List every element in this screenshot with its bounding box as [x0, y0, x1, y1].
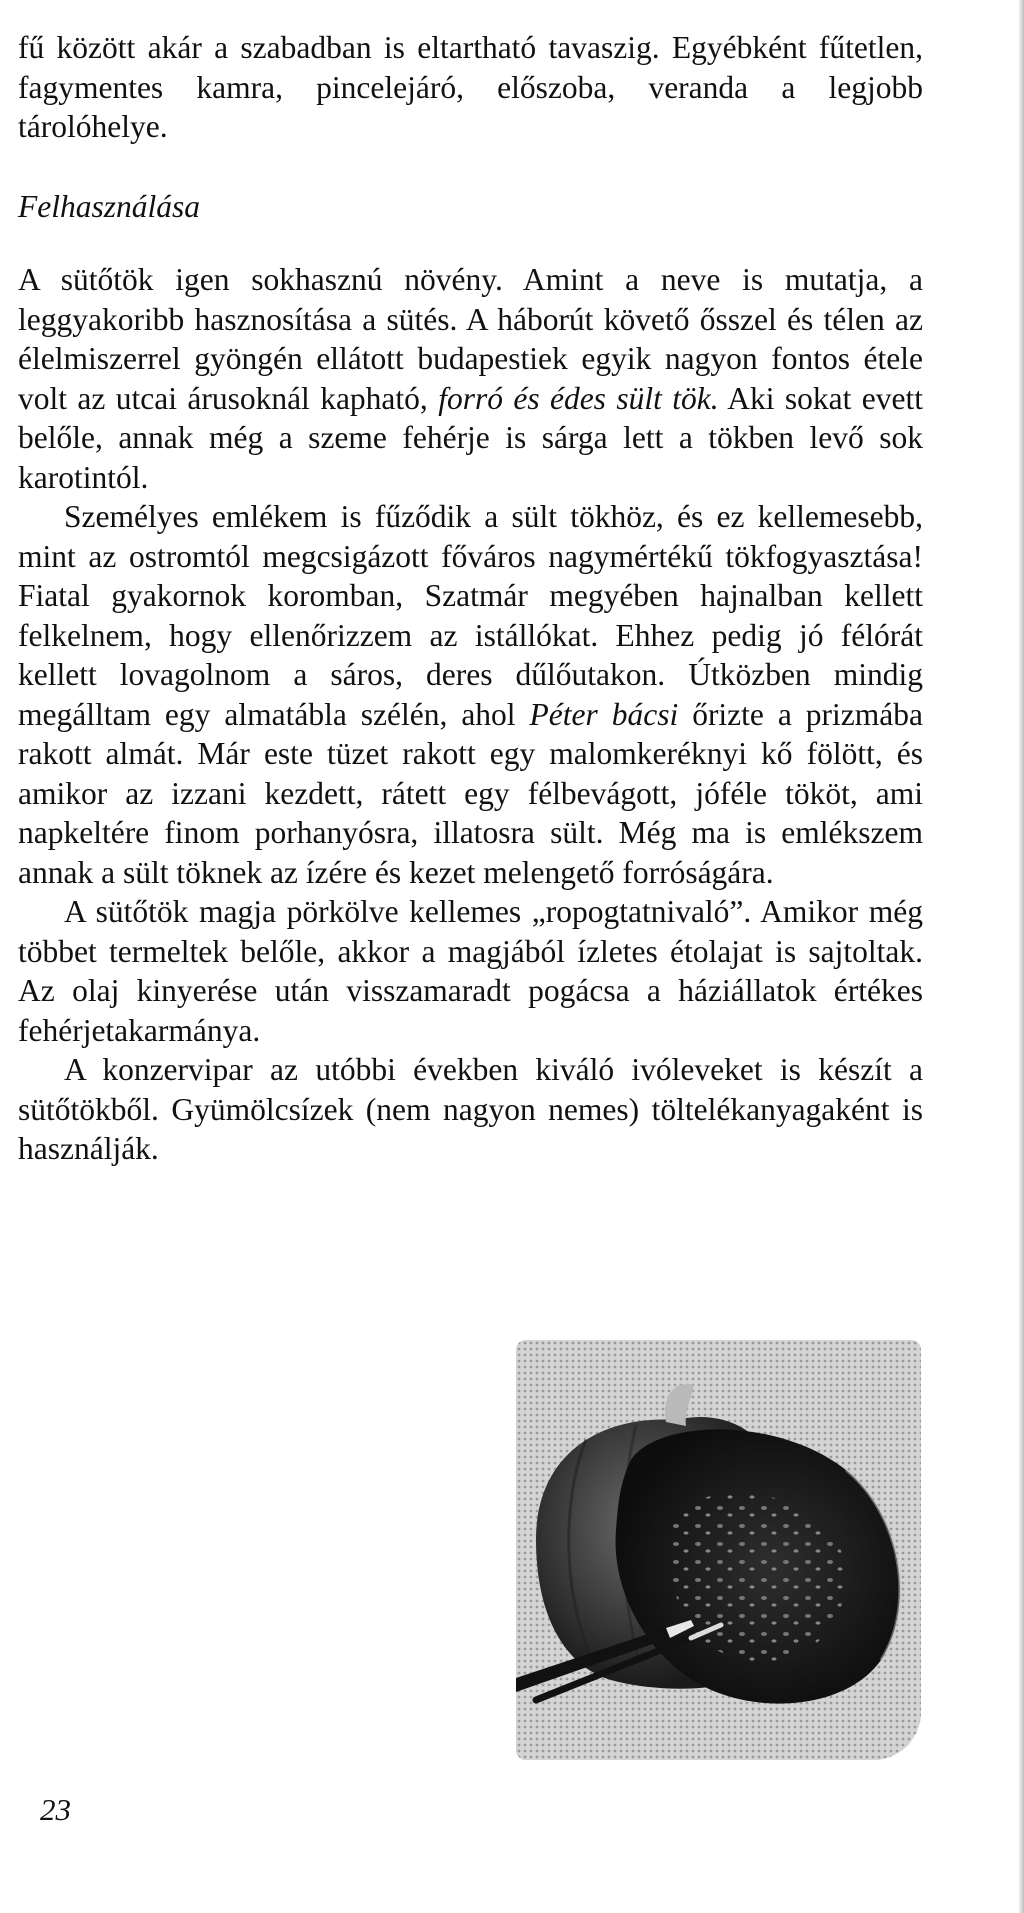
scan-edge: [1018, 0, 1024, 1913]
paragraph-2-text-b: őrizte a prizmába rakott almát. Már este tüzet rakott egy malomkeréknyi kő fölött, és amikor az izzani kezdett, rátett egy félbevágott, jóféle tököt, ami napkeltére finom porhanyósra, illatosra sült. Még ma is emlékszem annak a sült töknek az ízére és kezet melengető forróságára.: [18, 696, 923, 890]
paragraph-2-text-a: Személyes emlékem is fűződik a sült tökhöz, és ez kellemesebb, mint az ostromtól megcsigázott főváros nagymértékű tökfogyasztása! Fiatal gyakornok koromban, Szatmár megyében hajnalban kellett felkelnem, hogy ellenőrizzem az istállókat. Ehhez pedig jó félórát kellett lovagolnom a sáros, deres dűlőutakon. Útközben mindig megálltam egy almatábla szélén, ahol: [18, 499, 923, 732]
pumpkin-photo-illustration: [516, 1340, 921, 1760]
body-text: [18, 28, 923, 1169]
paragraph-2: [18, 497, 923, 892]
intro-paragraph: fű között akár a szabadban is eltartható tavaszig. Egyébként fűtetlen, fagymentes kamra, pincelejáró, előszoba, veranda a legjobb tárolóhelye.: [18, 30, 923, 144]
paragraph-4: A konzervipar az utóbbi években kiváló ivóleveket is készít a sütőtökből. Gyümölcsízek (nem nagyon nemes) töltelékanyagaként is használják.: [18, 1052, 923, 1166]
paragraph-1-italic: forró és édes sült tök.: [438, 380, 719, 416]
paragraph-2-italic: Péter bácsi: [529, 696, 679, 732]
paragraph-1: [18, 260, 923, 497]
page-number: 23: [40, 1792, 71, 1827]
pumpkin-photo: [516, 1340, 921, 1760]
paragraph-3: A sütőtök magja pörkölve kellemes „ropogtatnivaló”. Amikor még többet termeltek belőle, akkor a magjából ízletes étolajat is sajtoltak. Az olaj kinyerése után visszamaradt pogácsa a háziállatok értékes fehérjetakarmánya.: [18, 894, 923, 1048]
paragraph-1-text-a: A sütőtök igen sokhasznú növény. Amint a neve is mutatja, a leggyakoribb hasznosítása a sütés. A háborút követő ősszel és télen az élelmiszerrel gyöngén ellátott budapestiek egyik nagyon fontos étele volt az utcai árusoknál kapható,: [18, 262, 923, 416]
section-heading: Felhasználása: [18, 188, 201, 224]
paragraph-1-text-b: Aki sokat evett belőle, annak még a szeme fehérje is sárga lett a tökben levő sok karotintól.: [18, 380, 923, 495]
